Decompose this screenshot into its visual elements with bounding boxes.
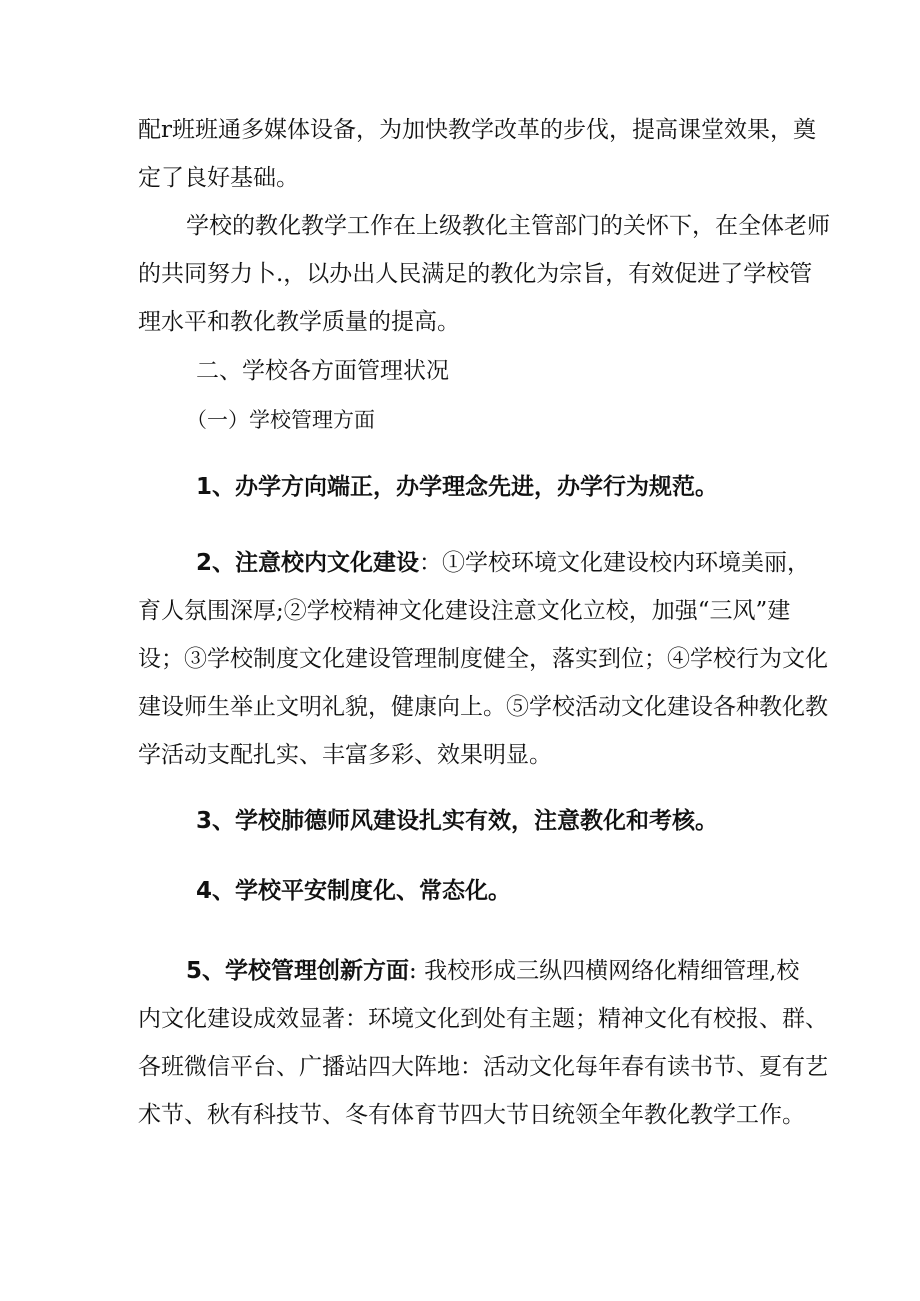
intro-paragraph-line-1: 配r班班通多媒体设备，为加快教学改革的步伐，提高课堂效果，奠 (138, 117, 816, 143)
item-5-line-1 (186, 956, 800, 986)
item-5-line-3: 各班微信平台、广播站四大阵地：活动文化每年春有读书节、夏有艺 (138, 1054, 828, 1080)
item-2-line-4: 建设师生举止文明礼貌，健康向上。⑤学校活动文化建设各种教化教 (138, 694, 828, 720)
item-2-line-1 (196, 548, 811, 578)
item-5-line-1-rest: : 我校形成三纵四横网络化精细管理,校 (409, 958, 800, 984)
school-paragraph-line-3: 理水平和教化教学质量的提高。 (138, 309, 460, 335)
item-5-lead: 5、学校管理创新方面 (186, 958, 410, 984)
item-5-line-2: 内文化建设成效显著：环境文化到处有主题；精神文化有校报、群、 (138, 1006, 828, 1032)
item-5-line-4: 术节、秋有科技节、冬有体育节四大节日统领全年教化教学工作。 (138, 1102, 805, 1128)
school-paragraph-line-2: 的共同努力卜.，以办出人民满足的教化为宗旨，有效促进了学校管 (138, 261, 813, 287)
item-2-lead: 2、注意校内文化建设 (196, 550, 420, 576)
item-2-line-2: 育人氛围深厚;②学校精神文化建设注意文化立校，加强“三风”建 (138, 598, 791, 624)
subsection-heading: （一）学校管理方面 (186, 408, 375, 432)
section-heading: 二、学校各方面管理状况 (196, 358, 449, 384)
item-4: 4、学校平安制度化、常态化。 (196, 878, 512, 904)
item-2-line-5: 学活动支配扎实、丰富多彩、效果明显。 (138, 742, 552, 768)
school-paragraph-line-1: 学校的教化教学工作在上级教化主管部门的关怀下，在全体老师 (186, 213, 830, 239)
item-3: 3、学校肺德师风建设扎实有效，注意教化和考核。 (196, 808, 719, 834)
intro-paragraph-line-2: 定了良好基础。 (138, 165, 299, 191)
item-1: 1、办学方向端正，办学理念先进，办学行为规范。 (196, 474, 719, 500)
item-2-line-3: 设；③学校制度文化建设管理制度健全，落实到位；④学校行为文化 (138, 646, 828, 672)
item-2-line-1-rest: ：①学校环境文化建设校内环境美丽， (419, 550, 811, 576)
